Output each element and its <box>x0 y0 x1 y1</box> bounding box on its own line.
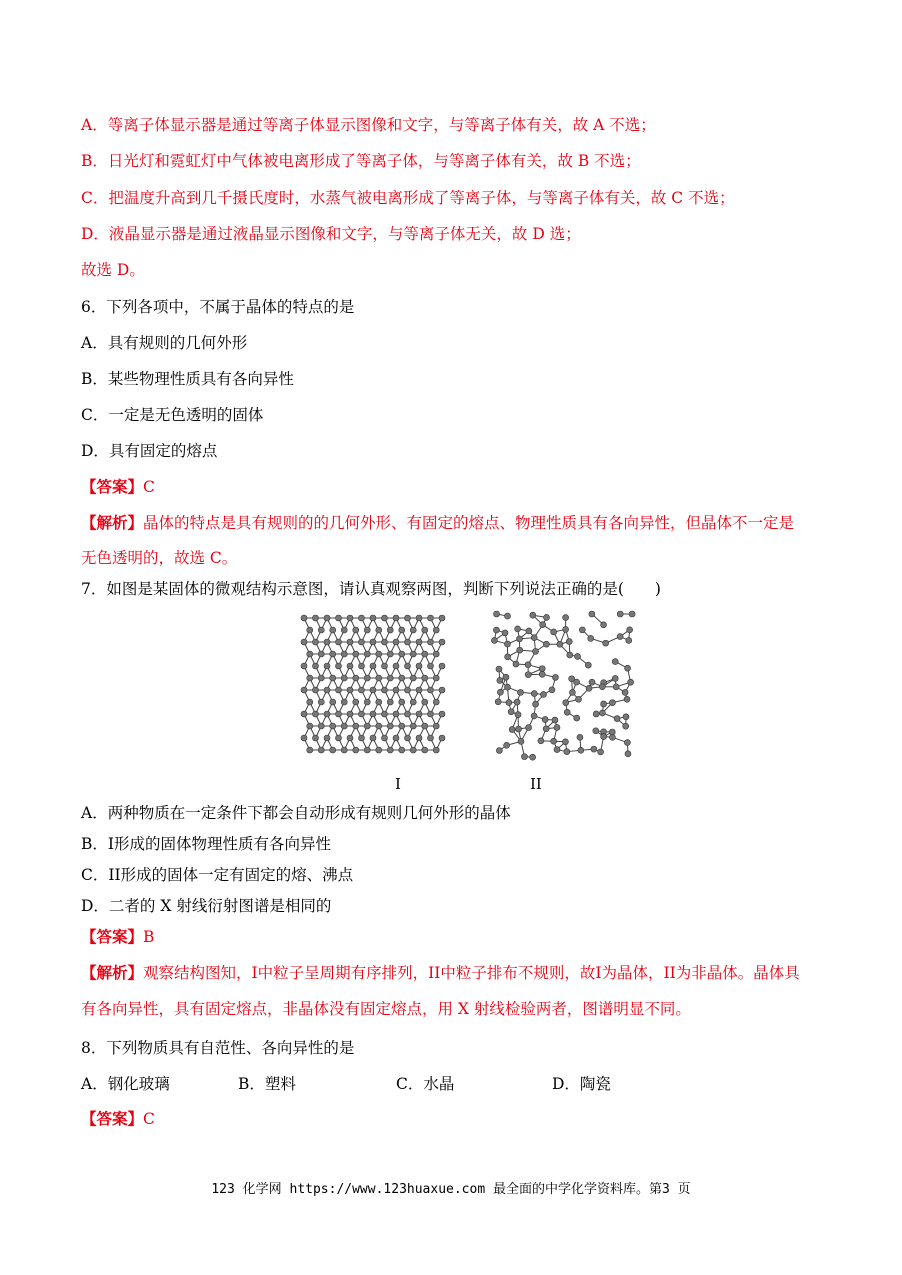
page-footer: 123 化学网 https://www.123huaxue.com 最全面的中学化学资料库。第3 页 <box>211 1182 691 1197</box>
atom <box>543 641 549 647</box>
atom <box>428 735 434 741</box>
atom <box>609 700 615 706</box>
atom <box>626 637 632 643</box>
q8-stem: 8．下列物质具有自范性、各向异性的是 <box>81 1039 355 1057</box>
atom <box>370 639 376 645</box>
atom <box>521 754 527 760</box>
atom <box>307 651 313 657</box>
atom <box>330 723 336 729</box>
atom <box>324 639 330 645</box>
atom <box>617 634 623 640</box>
atom <box>370 663 376 669</box>
q7-option-a: A．两种物质在一定条件下都会自动形成有规则几何外形的晶体 <box>81 804 511 822</box>
q6-analysis-line1 <box>81 512 794 534</box>
q8-option-c: C．水晶 <box>396 1075 455 1093</box>
atom <box>623 714 629 720</box>
atom <box>376 699 382 705</box>
atom <box>336 663 342 669</box>
atom <box>399 747 405 753</box>
atom <box>505 654 511 660</box>
atom <box>364 699 370 705</box>
atom <box>544 614 550 620</box>
atom <box>313 735 319 741</box>
q8-option-a: A．钢化玻璃 <box>81 1075 170 1093</box>
atom <box>629 611 635 617</box>
atom <box>318 627 324 633</box>
atom <box>613 684 619 690</box>
atom <box>347 663 353 669</box>
atom <box>575 653 581 659</box>
atom <box>393 735 399 741</box>
atom <box>341 723 347 729</box>
atom <box>364 747 370 753</box>
atom <box>330 747 336 753</box>
atom <box>307 675 313 681</box>
atom <box>359 711 365 717</box>
atom <box>387 675 393 681</box>
atom <box>564 749 570 755</box>
atom <box>405 687 411 693</box>
q5-explanation-c: C．把温度升高到几千摄氏度时，水蒸气被电离形成了等离子体，与等离子体有关，故 C 不选； <box>81 189 735 207</box>
atom <box>387 627 393 633</box>
atom <box>307 627 313 633</box>
atom <box>578 747 584 753</box>
atom <box>387 747 393 753</box>
atom <box>497 689 503 695</box>
atom <box>336 615 342 621</box>
atom <box>491 637 497 643</box>
atom <box>579 627 585 633</box>
atom <box>531 691 537 697</box>
atom <box>508 709 514 715</box>
atom <box>416 687 422 693</box>
atom <box>336 687 342 693</box>
atom <box>433 723 439 729</box>
atom <box>393 687 399 693</box>
atom <box>588 635 594 641</box>
atom <box>563 615 569 621</box>
atom <box>399 651 405 657</box>
atom <box>301 687 307 693</box>
atom <box>439 663 445 669</box>
atom <box>416 735 422 741</box>
atom <box>601 701 607 707</box>
atom <box>504 641 510 647</box>
atom <box>531 635 537 641</box>
atom <box>503 674 509 680</box>
atom <box>359 687 365 693</box>
atom <box>399 675 405 681</box>
atom <box>364 627 370 633</box>
atom <box>515 626 521 632</box>
atom <box>496 748 502 754</box>
atom <box>410 651 416 657</box>
atom <box>376 651 382 657</box>
atom <box>330 651 336 657</box>
atom <box>428 615 434 621</box>
atom <box>525 662 531 668</box>
atom <box>530 754 536 760</box>
atom <box>433 747 439 753</box>
atom <box>370 735 376 741</box>
atom <box>599 684 605 690</box>
q5-explanation-d: D．液晶显示器是通过液晶显示图像和文字，与等离子体无关，故 D 选； <box>81 225 581 243</box>
atom <box>506 700 512 706</box>
atom <box>540 691 546 697</box>
atom <box>518 738 524 744</box>
atom <box>624 696 630 702</box>
atom <box>313 687 319 693</box>
figure-label-ii: II <box>530 775 542 793</box>
q7-analysis-line1 <box>81 962 800 984</box>
q6-option-c: C．一定是无色透明的固体 <box>81 406 264 424</box>
atom <box>601 622 607 628</box>
atom <box>301 615 307 621</box>
atom <box>341 747 347 753</box>
q6-stem: 6．下列各项中，不属于晶体的特点的是 <box>81 298 355 316</box>
q7-option-c: C．II形成的固体一定有固定的熔、沸点 <box>81 866 354 884</box>
q7-option-b: B．I形成的固体物理性质有各向异性 <box>81 835 332 853</box>
atom <box>557 641 563 647</box>
atom <box>566 638 572 644</box>
atom <box>410 675 416 681</box>
atom <box>393 639 399 645</box>
atom <box>353 699 359 705</box>
atom <box>410 723 416 729</box>
atom <box>599 710 605 716</box>
atom <box>495 699 501 705</box>
atom <box>301 711 307 717</box>
atom <box>439 639 445 645</box>
atom <box>353 627 359 633</box>
atom <box>370 615 376 621</box>
atom <box>313 711 319 717</box>
q6-analysis-line2: 无色透明的，故选 C。 <box>81 549 238 567</box>
atom <box>628 679 634 685</box>
atom <box>359 735 365 741</box>
atom <box>551 738 557 744</box>
atom <box>428 639 434 645</box>
atom <box>382 663 388 669</box>
atom <box>539 671 545 677</box>
atom <box>497 677 503 683</box>
atom <box>627 627 633 633</box>
atom <box>301 735 307 741</box>
atom <box>341 675 347 681</box>
atom <box>324 735 330 741</box>
atom <box>376 627 382 633</box>
atom <box>533 701 539 707</box>
atom <box>612 659 618 665</box>
atom <box>516 636 522 642</box>
atom <box>589 679 595 685</box>
atom <box>410 699 416 705</box>
atom <box>533 648 539 654</box>
atom <box>399 699 405 705</box>
q6-option-a: A．具有规则的几何外形 <box>81 334 248 352</box>
atom <box>623 723 629 729</box>
atom <box>496 666 502 672</box>
atom <box>552 717 558 723</box>
atom <box>543 726 549 732</box>
atom <box>422 675 428 681</box>
atom <box>318 723 324 729</box>
atom <box>439 687 445 693</box>
atom <box>313 639 319 645</box>
atom <box>591 746 597 752</box>
atom <box>531 713 537 719</box>
atom <box>336 735 342 741</box>
atom <box>341 627 347 633</box>
atom <box>422 723 428 729</box>
atom <box>376 747 382 753</box>
atom <box>405 735 411 741</box>
atom <box>330 675 336 681</box>
atom <box>405 711 411 717</box>
atom <box>589 611 595 617</box>
atom <box>387 699 393 705</box>
atom <box>515 712 521 718</box>
atom <box>393 663 399 669</box>
atom <box>422 699 428 705</box>
atom <box>554 724 560 730</box>
atom <box>494 611 500 617</box>
answer-value: B <box>143 928 155 946</box>
q7-option-d: D．二者的 X 射线衍射图谱是相同的 <box>81 897 332 915</box>
atom <box>614 716 620 722</box>
atom <box>601 734 607 740</box>
atom <box>624 740 630 746</box>
atom <box>502 630 508 636</box>
atom <box>422 747 428 753</box>
atom <box>382 735 388 741</box>
q8-option-d: D．陶瓷 <box>552 1075 611 1093</box>
atom <box>393 711 399 717</box>
atom <box>318 699 324 705</box>
atom <box>376 675 382 681</box>
atom <box>318 675 324 681</box>
atom <box>574 715 580 721</box>
atom <box>364 723 370 729</box>
q5-conclusion: 故选 D。 <box>81 261 145 279</box>
atom <box>399 723 405 729</box>
atom <box>428 711 434 717</box>
atom <box>410 747 416 753</box>
atom <box>577 734 583 740</box>
atom <box>410 627 416 633</box>
atom <box>538 738 544 744</box>
atom <box>542 716 548 722</box>
atom <box>575 696 581 702</box>
atom <box>609 734 615 740</box>
atom <box>393 615 399 621</box>
atom <box>370 711 376 717</box>
atom <box>405 615 411 621</box>
atom <box>526 628 532 634</box>
atom <box>416 639 422 645</box>
atom <box>353 651 359 657</box>
answer-tag: 【答案】 <box>81 1109 144 1128</box>
atom <box>347 735 353 741</box>
atom <box>563 626 569 632</box>
atom <box>552 674 558 680</box>
atom <box>493 627 499 633</box>
atom <box>353 747 359 753</box>
atom <box>422 627 428 633</box>
atom <box>336 711 342 717</box>
atom <box>382 639 388 645</box>
atom <box>336 639 342 645</box>
q8-option-b: B．塑料 <box>238 1075 296 1093</box>
atom <box>540 622 546 628</box>
atom <box>433 675 439 681</box>
atom <box>517 647 523 653</box>
atom <box>428 687 434 693</box>
atom <box>551 629 557 635</box>
atom <box>307 723 313 729</box>
atom <box>517 689 523 695</box>
atom <box>301 639 307 645</box>
q5-explanation-b: B．日光灯和霓虹灯中气体被电离形成了等离子体，与等离子体有关，故 B 不选； <box>81 152 641 170</box>
atom <box>318 651 324 657</box>
atom <box>347 711 353 717</box>
atom <box>387 651 393 657</box>
atom <box>347 639 353 645</box>
figure-crystal-lattice <box>298 612 450 762</box>
atom <box>439 615 445 621</box>
atom <box>376 723 382 729</box>
atom <box>562 739 568 745</box>
atom <box>359 615 365 621</box>
atom <box>382 711 388 717</box>
atom <box>364 651 370 657</box>
atom <box>307 747 313 753</box>
atom <box>428 663 434 669</box>
atom <box>593 728 599 734</box>
analysis-tag: 【解析】 <box>81 963 144 982</box>
atom <box>612 675 618 681</box>
analysis-text: 晶体的特点是具有规则的的几何外形、有固定的熔点、物理性质具有各向异性，但晶体不一定是 <box>143 514 795 532</box>
atom <box>625 751 631 757</box>
atom <box>359 639 365 645</box>
atom <box>341 699 347 705</box>
atom <box>416 711 422 717</box>
analysis-tag: 【解析】 <box>81 513 144 532</box>
atom <box>514 699 520 705</box>
q5-explanation-a: A．等离子体显示器是通过等离子体显示图像和文字，与等离子体有关，故 A 不选； <box>81 116 656 134</box>
atom <box>382 615 388 621</box>
atom <box>525 672 531 678</box>
atom <box>347 687 353 693</box>
atom <box>603 640 609 646</box>
atom <box>416 615 422 621</box>
atom <box>554 747 560 753</box>
atom <box>567 652 573 658</box>
atom <box>405 663 411 669</box>
atom <box>330 699 336 705</box>
atom <box>439 735 445 741</box>
atom <box>370 687 376 693</box>
q6-answer <box>81 476 155 498</box>
figure-amorphous-network <box>490 610 640 765</box>
atom <box>622 689 628 695</box>
atom <box>439 711 445 717</box>
answer-value: C <box>143 1110 155 1128</box>
atom <box>526 725 532 731</box>
atom <box>585 662 591 668</box>
atom <box>405 639 411 645</box>
atom <box>563 700 569 706</box>
atom <box>433 699 439 705</box>
answer-tag: 【答案】 <box>81 477 144 496</box>
atom <box>617 611 623 617</box>
atom <box>564 709 570 715</box>
q7-analysis-line2: 有各向异性，具有固定熔点，非晶体没有固定熔点，用 X 射线检验两者，图谱明显不同。 <box>81 1000 691 1018</box>
atom <box>574 679 580 685</box>
q7-answer <box>81 926 154 948</box>
atom <box>504 742 510 748</box>
analysis-text: 观察结构图知，I中粒子呈周期有序排列，II中粒子排布不规则，故I为晶体，II为非晶体。晶体具 <box>143 964 800 982</box>
atom <box>509 726 515 732</box>
atom <box>625 665 631 671</box>
atom <box>598 749 604 755</box>
atom <box>516 726 522 732</box>
atom <box>318 747 324 753</box>
atom <box>324 711 330 717</box>
atom <box>301 663 307 669</box>
atom <box>364 675 370 681</box>
atom <box>324 663 330 669</box>
q7-stem: 7．如图是某固体的微观结构示意图，请认真观察两图，判断下列说法正确的是( ) <box>81 580 661 598</box>
atom <box>307 699 313 705</box>
atom <box>530 612 536 618</box>
q6-option-d: D．具有固定的熔点 <box>81 442 218 460</box>
atom <box>549 687 555 693</box>
atom <box>593 711 599 717</box>
atom <box>324 687 330 693</box>
atom <box>353 675 359 681</box>
atom <box>382 687 388 693</box>
atom <box>387 723 393 729</box>
figure-label-i: I <box>395 775 401 793</box>
answer-tag: 【答案】 <box>81 927 144 946</box>
atom <box>324 615 330 621</box>
atom <box>347 615 353 621</box>
atom <box>416 663 422 669</box>
q6-option-b: B．某些物理性质具有各向异性 <box>81 370 294 388</box>
atom <box>569 689 575 695</box>
answer-value: C <box>143 478 155 496</box>
atom <box>359 663 365 669</box>
atom <box>504 613 510 619</box>
atom <box>513 661 519 667</box>
atom <box>353 723 359 729</box>
q8-answer <box>81 1108 155 1130</box>
atom <box>330 627 336 633</box>
atom <box>433 627 439 633</box>
atom <box>504 684 510 690</box>
atom <box>539 666 545 672</box>
atom <box>341 651 347 657</box>
atom <box>422 651 428 657</box>
atom <box>399 627 405 633</box>
atom <box>586 685 592 691</box>
atom <box>433 651 439 657</box>
atom <box>313 615 319 621</box>
atom <box>313 663 319 669</box>
